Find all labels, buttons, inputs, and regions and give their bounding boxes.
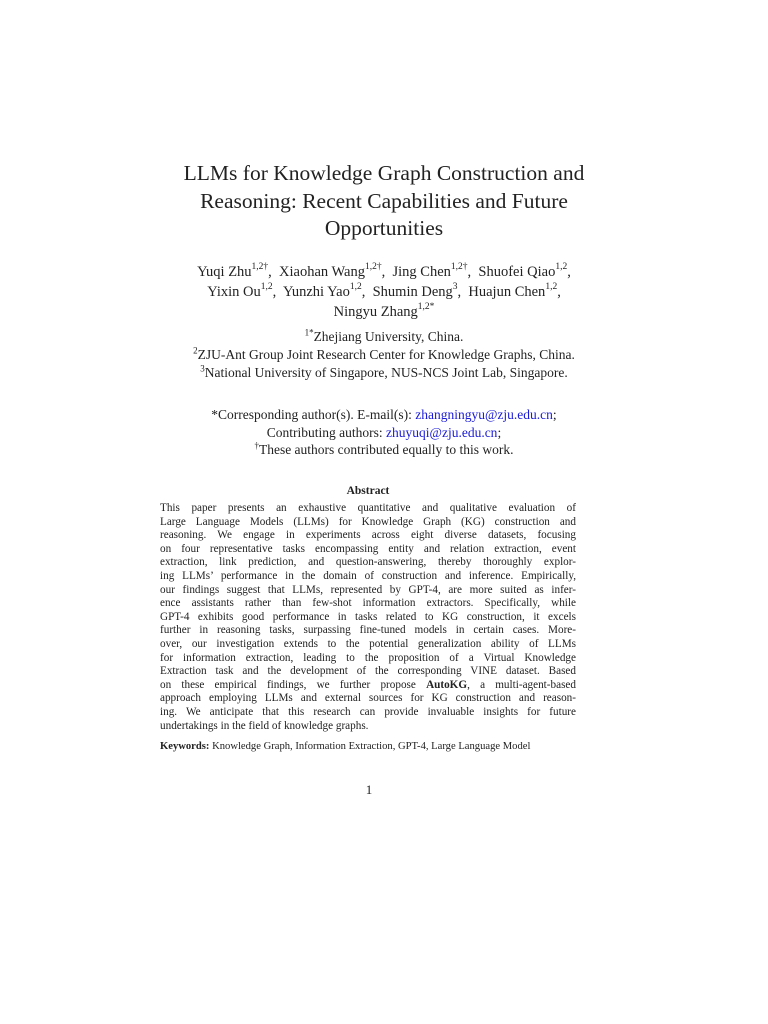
abstract-line: extraction, link prediction, and question-answering, thereby thoroughly explor- [160,556,576,569]
keywords-text: Knowledge Graph, Information Extraction, GPT-4, Large Language Model [209,741,531,752]
abstract-line-tail: , a multi-agent-based [467,678,576,691]
author-line-3 [110,302,658,322]
author-separator: , [361,284,366,300]
author-name: Xiaohan Wang [279,264,365,280]
author-affiliation-mark: 1,2 [555,262,568,273]
keywords [160,741,590,752]
corresponding-suffix: ; [552,407,557,422]
author-affiliation-mark: 1,2 [545,282,558,293]
corresponding-author-line [100,406,668,424]
affiliation-item [100,328,668,346]
author-affiliation-mark: 1,2* [417,302,435,313]
author-affiliation-mark: 1,2† [251,262,269,273]
abstract-line-with-term [160,679,576,693]
author-line-2 [110,282,658,302]
author-name: Shumin Deng [372,284,453,300]
author-affiliation-mark: 1,2 [260,282,273,293]
author-separator: , [268,264,272,280]
abstract-line: Extraction task and the development of the corresponding VINE dataset. Based [160,665,576,678]
affiliation-text: National University of Singapore, NUS-NCS Joint Lab, Singapore. [204,365,568,380]
author-separator: , [467,264,472,280]
affiliation-item [100,346,668,364]
abstract-line: GPT-4 exhibits good performance in tasks related to KG construction, it excels [160,610,576,623]
author-line-1 [110,262,658,282]
title-line-2: Reasoning: Recent Capabilities and Future [200,188,568,213]
contributing-label: Contributing authors: [266,424,387,440]
contributing-author-line [100,424,668,442]
affiliation-text: ZJU-Ant Group Joint Research Center for Knowledge Graphs, China. [197,347,575,362]
abstract-line: ence assistants rather than few-shot information extractors. Specifically, while [160,597,576,610]
affiliation-mark: 2 [193,345,198,356]
abstract-line: for information extraction, leading to the proposition of a Virtual Knowledge [160,651,576,664]
abstract-line: Large Language Models (LLMs) for Knowledge Graph (KG) construction and [160,515,576,528]
author-separator: , [457,284,462,300]
author-affiliation-mark: 1,2† [365,262,382,273]
abstract-line: reasoning. We engage in experiments across eight diverse datasets, focusing [160,529,576,542]
author-separator: , [567,264,571,280]
keywords-label: Keywords: [160,741,210,752]
abstract-line: ing LLMs’ performance in the domain of construction and inference. Empirically, [160,569,576,582]
author-separator: , [381,264,386,280]
abstract-line: approach employing LLMs and external sources for KG construction and reason- [160,692,576,705]
paper-title [120,160,648,243]
author-affiliation-mark: 1,2† [450,262,468,273]
dagger-mark: † [254,440,259,451]
equal-contribution-note [100,441,668,459]
author-name: Yixin Ou [207,284,261,300]
contributing-suffix: ; [497,424,502,440]
abstract-line: ing. We anticipate that this research can provide invaluable insights for future [160,705,576,718]
autokg-term: AutoKG [426,678,468,691]
abstract-line: undertakings in the field of knowledge graphs. [160,719,369,732]
corresponding-email-link[interactable]: zhangningyu@zju.edu.cn [415,407,553,422]
abstract-line-head: on these empirical findings, we further propose [160,678,427,691]
author-name: Huajun Chen [468,284,546,300]
author-name: Yunzhi Yao [282,284,350,300]
abstract-body [160,502,576,733]
corresponding-label: *Corresponding author(s). E-mail(s): [211,407,416,422]
affiliation-text: Zhejiang University, China. [313,329,464,344]
affiliation-mark: 3 [200,363,205,374]
author-separator: , [557,284,561,300]
author-list [110,262,658,322]
author-name: Ningyu Zhang [333,304,418,320]
equal-contribution-text: These authors contributed equally to this work. [258,442,514,457]
author-name: Yuqi Zhu [197,264,252,280]
contributing-email-link[interactable]: zhuyuqi@zju.edu.cn [386,424,498,440]
author-name: Shuofei Qiao [478,264,556,280]
abstract-line: on four representative tasks encompassing entity and relation extraction, event [160,542,576,555]
author-separator: , [272,284,277,300]
abstract-heading: Abstract [346,485,390,497]
affiliation-list [100,328,668,382]
affiliation-item [100,364,668,382]
page-number: 1 [365,782,373,797]
author-affiliation-mark: 3 [452,282,458,293]
author-name: Jing Chen [392,264,451,280]
abstract-line: further in reasoning tasks, surpassing fine-tuned models in certain cases. More- [160,624,576,637]
abstract-line: This paper presents an exhaustive quantitative and qualitative evaluation of [160,502,576,514]
abstract-line: our findings suggest that LLMs, represented by GPT-4, are more suited as infer- [160,583,576,596]
affiliation-mark: 1* [304,327,314,338]
abstract-line: over, our investigation extends to the potential generalization ability of LLMs [160,637,576,650]
author-affiliation-mark: 1,2 [349,282,362,293]
title-line-3: Opportunities [324,216,444,240]
title-line-1: LLMs for Knowledge Graph Construction and [183,161,585,185]
contact-block [100,406,668,459]
